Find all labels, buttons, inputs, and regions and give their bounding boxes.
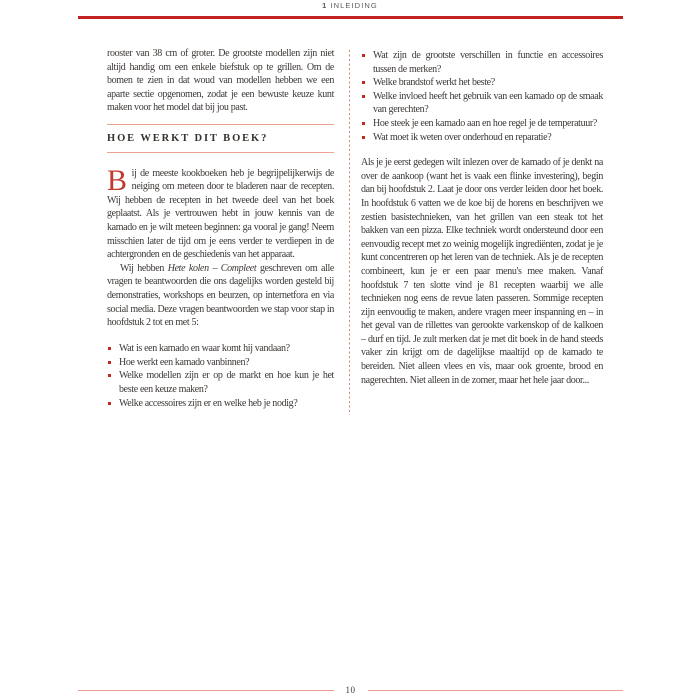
- bullet-item: [107, 369, 334, 396]
- footer-rule-right: [368, 690, 624, 691]
- right-bullet-list: [361, 49, 603, 144]
- page-footer: [78, 684, 623, 696]
- running-header: [0, 1, 700, 10]
- bullet-item: [361, 117, 603, 131]
- left-column: [107, 47, 334, 410]
- page-number: 10: [345, 685, 356, 695]
- bullet-text: Welke invloed heeft het gebruik van een kamado op de smaak van gerechten?: [373, 90, 603, 116]
- left-bullet-list: [107, 342, 334, 410]
- header-rule: [78, 16, 623, 19]
- dropcap-paragraph: [107, 163, 334, 262]
- bullet-item: [107, 397, 334, 411]
- footer-rule-left: [78, 690, 334, 691]
- dropcap-paragraph-text: ij de meeste kookboeken heb je begrijpelijkerwijs de neiging om meteen door te bladeren naar de recepten. Wij hebben de recepten in het tweede deel van het boek geplaatst. Als je vertrouwen hebt in jouw kennis van de kamado en je wilt meteen beginnen: ga vooral je gang! Neem misschien later de tijd om je eens verder te verdiepen in de achtergronden en de geschiedenis van het apparaat.: [107, 167, 334, 261]
- intro-paragraph: rooster van 38 cm of groter. De grootste modellen zijn niet altijd handig om een enkele biefstuk op te grillen. Om de bomen te zien in dat woud van modellen hebben we een aparte sectie opgenomen, zodat je een bewuste keuze kunt maken voor het model dat bij jou past.: [107, 48, 334, 114]
- bullet-icon: [108, 402, 111, 405]
- bullet-text: Wat zijn de grootste verschillen in functie en accessoires tussen de merken?: [373, 50, 603, 75]
- bullet-icon: [362, 122, 365, 125]
- bullet-icon: [362, 54, 365, 57]
- bullet-text: Hoe werkt een kamado vanbinnen?: [119, 356, 250, 368]
- book-title-italic: Hete kolen – Compleet: [167, 262, 257, 274]
- second-paragraph-suffix: geschreven om alle vragen te beantwoorden die ons dagelijks worden gesteld bij demonstraties, workshops en beurzen, op internetfora en via social media. Deze vragen beantwoorden we stap voor stap in hoofdstuk 2 tot en met 5:: [107, 262, 334, 329]
- bullet-text: Welke modellen zijn er op de markt en hoe kun je het beste een keuze maken?: [119, 370, 334, 395]
- bullet-item: [107, 342, 334, 356]
- bullet-text: Wat is een kamado en waar komt hij vandaan?: [119, 343, 290, 355]
- bullet-icon: [362, 95, 365, 98]
- bullet-icon: [108, 361, 111, 364]
- body-paragraph: Als je je eerst gedegen wilt inlezen over de kamado of je denkt na over de aankoop (want het is vaak een flinke investering), begin dan bij hoofdstuk 2. Laat je door ons verder leiden door het boek. In hoofdstuk 6 vatten we de koe bij de horens en beschrijven we zestien basistechnieken, van het grillen van een steak tot het bakken van een pizza. Elke techniek wordt ondersteund door een eenvoudig recept met zo weinig mogelijk ingrediënten, zodat je je kunt concentreren op het leren van de techniek. Als je de recepten combineert, kun je er een paar menu's mee maken. Vanaf hoofdstuk 7 ten slotte vind je 81 recepten waarbij we alle technieken nog eens de revue laten passeren. Sommige recepten zijn eenvoudig te maken, andere vragen meer inspanning en – in het geval van de rillettes van gerookte varkenskop of de kalkoen – durf en tijd. Je zult merken dat je met dit boek in de hand steeds vaker zin krijgt om de dagelijkse maaltijd op de kamado te bereiden. Niet alleen vlees en vis, maar ook groente, brood en nagerechten. Niet alleen in de zomer, maar het hele jaar door...: [361, 157, 603, 386]
- chapter-number: 1: [322, 1, 328, 10]
- bullet-item: [107, 356, 334, 370]
- dropcap-letter: B: [107, 163, 127, 197]
- bullet-text: Wat moet ik weten over onderhoud en reparatie?: [373, 131, 552, 143]
- chapter-title: INLEIDING: [330, 1, 378, 10]
- bullet-icon: [362, 136, 365, 139]
- bullet-item: [361, 90, 603, 117]
- bullet-text: Welke brandstof werkt het beste?: [373, 77, 495, 89]
- second-paragraph-prefix: Wij hebben: [120, 262, 168, 274]
- bullet-icon: [362, 81, 365, 84]
- second-paragraph: [107, 262, 334, 330]
- bullet-text: Hoe steek je een kamado aan en hoe regel je de temperatuur?: [373, 117, 597, 129]
- bullet-text: Welke accessoires zijn er en welke heb je nodig?: [119, 397, 298, 409]
- section-heading: HOE WERKT DIT BOEK?: [107, 124, 334, 153]
- bullet-icon: [108, 374, 111, 377]
- right-column: [361, 49, 603, 387]
- bullet-item: [361, 76, 603, 90]
- bullet-icon: [108, 347, 111, 350]
- bullet-item: [361, 49, 603, 76]
- column-divider: [349, 50, 350, 415]
- bullet-item: [361, 131, 603, 145]
